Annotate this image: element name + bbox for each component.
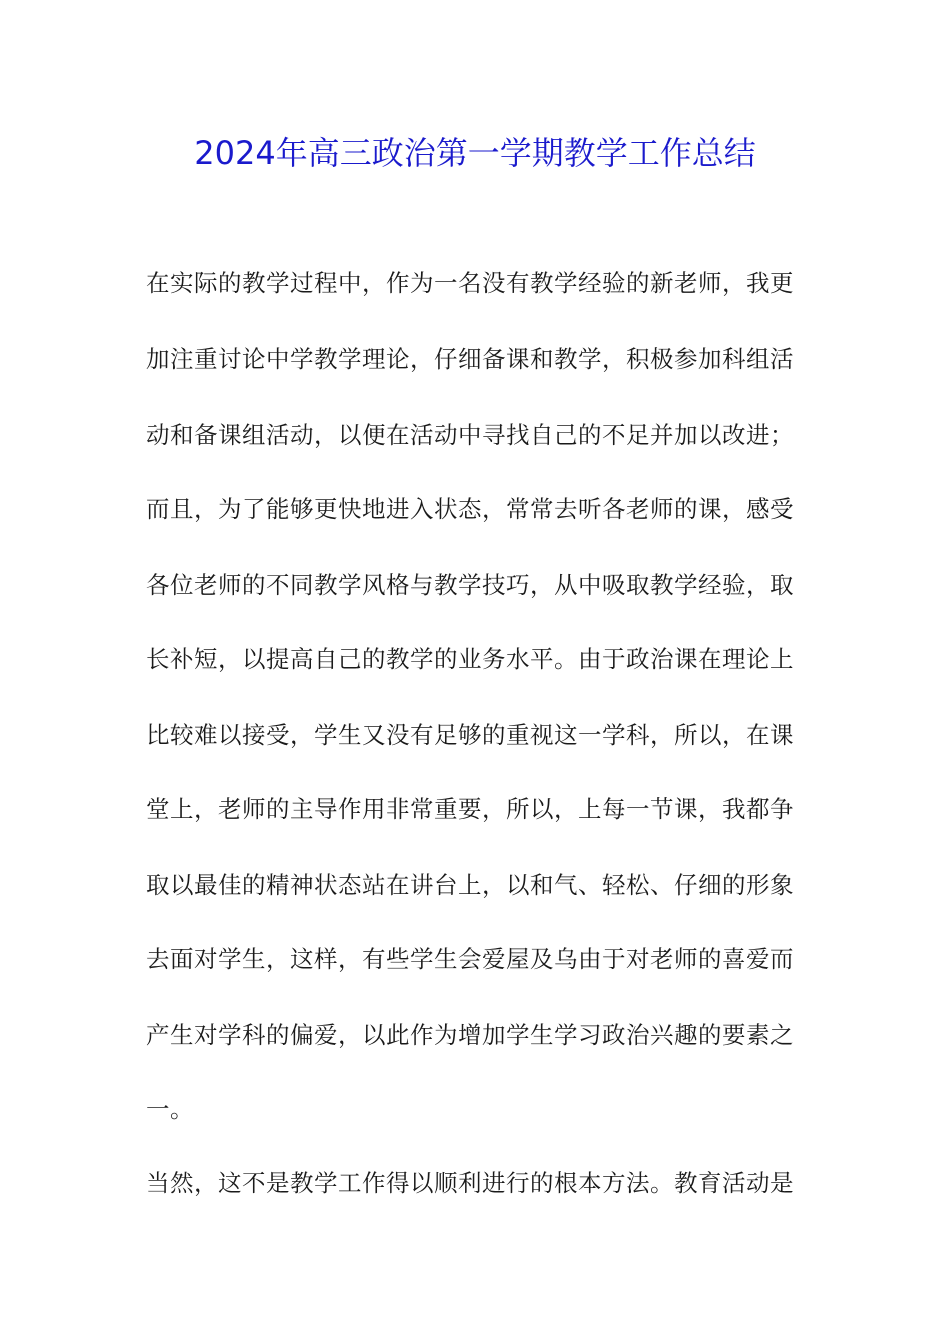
paragraph-line: 加注重讨论中学教学理论，仔细备课和教学，积极参加科组活	[146, 345, 794, 373]
paragraph-line: 产生对学科的偏爱，以此作为增加学生学习政治兴趣的要素之	[146, 1021, 794, 1049]
paragraph-line: 去面对学生，这样，有些学生会爱屋及乌由于对老师的喜爱而	[146, 945, 794, 973]
paragraph-line: 一。	[146, 1095, 194, 1123]
paragraph-line: 长补短，以提高自己的教学的业务水平。由于政治课在理论上	[146, 645, 794, 673]
paragraph-line: 而且，为了能够更快地进入状态，常常去听各老师的课，感受	[146, 495, 794, 523]
paragraph-line: 当然，这不是教学工作得以顺利进行的根本方法。教育活动是	[146, 1169, 794, 1197]
paragraph-line: 各位老师的不同教学风格与教学技巧，从中吸取教学经验，取	[146, 571, 794, 599]
paragraph-line: 动和备课组活动，以便在活动中寻找自己的不足并加以改进；	[146, 421, 794, 449]
paragraph-line: 取以最佳的精神状态站在讲台上，以和气、轻松、仔细的形象	[146, 871, 794, 899]
paragraph-line: 比较难以接受，学生又没有足够的重视这一学科，所以，在课	[146, 721, 794, 749]
document-title: 2024年高三政治第一学期教学工作总结	[194, 134, 756, 172]
paragraph-line: 在实际的教学过程中，作为一名没有教学经验的新老师，我更	[146, 269, 794, 297]
paragraph-line: 堂上，老师的主导作用非常重要，所以，上每一节课，我都争	[146, 795, 794, 823]
